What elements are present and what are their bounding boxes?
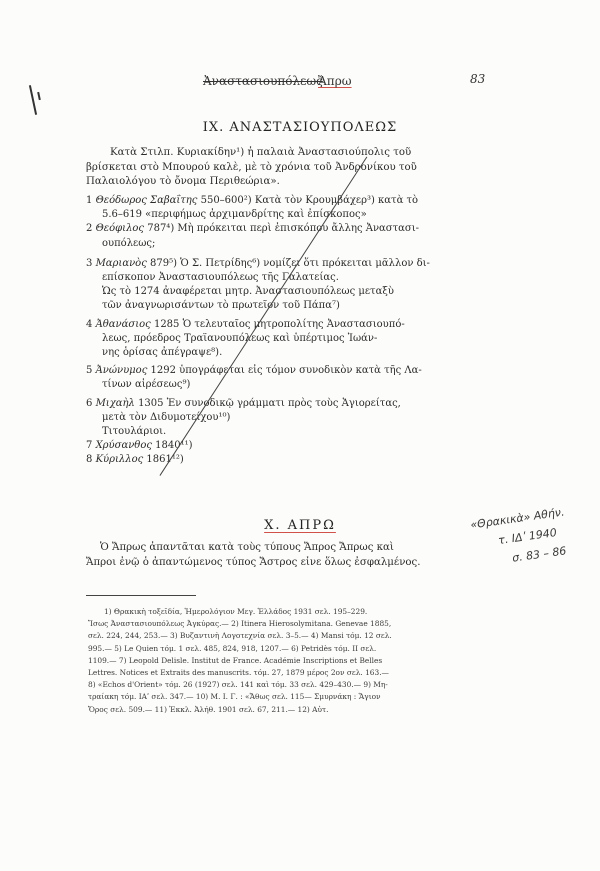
bishop-name: Θεόδωρος Σαβαΐτης (95, 195, 198, 206)
section-ix-title: IX. ΑΝΑΣΤΑΣΙΟΥΠΟΛΕΩΣ (202, 120, 398, 135)
list-item: 1 Θεόδωρος Σαβαΐτης 550–600²) Κατὰ τὸν Κρουμβάχερ³) κατὰ τὸ 5.6–619 «περιφήμως ἀρχιμανδρίτης καὶ ἐπίσκοπος» (86, 195, 419, 221)
section-x-body (86, 541, 486, 570)
intro-line: βρίσκεται στὸ Μπουρού καλὲ, μὲ τὸ χρόνια τοῦ Ἀνδρονίκου τοῦ (86, 161, 417, 173)
bishop-name: Χρύσανθος (95, 440, 152, 452)
handwritten-note-line: «Θρακικὰ» Αθήν. (469, 505, 566, 532)
bishop-name: Ἀθανάσιος (95, 318, 151, 330)
page-header (0, 74, 600, 94)
footnote-line: 995.— 5) Le Quien τόμ. 1 σελ. 485, 824, 918, 1207.— 6) Petridès τόμ. II σελ. (88, 643, 377, 653)
handwritten-note-line: σ. 83 – 86 (511, 544, 568, 565)
intro-line: Παλαιολόγου τὸ ὄνομα Περιθεώρια». (86, 176, 280, 187)
section-x-title: X. ΑΠΡΩ (264, 518, 336, 533)
bishop-name: Μαριανὸς (95, 257, 147, 269)
footnote-line: σελ. 224, 244, 253.— 3) Βυζαντινὴ Λογοτεχνία σελ. 3–5.— 4) Mansi τόμ. 12 σελ. (88, 631, 392, 641)
bishop-name: Κύριλλος (95, 454, 144, 466)
page-number: 83 (470, 72, 486, 86)
list-item: 8 Κύριλλος 1861¹²) (86, 454, 184, 466)
list-item: 7 Χρύσανθος 1840¹¹) (86, 440, 193, 452)
bishops-list (86, 194, 486, 468)
footnote-line: 1109.— 7) Leopold Delisle. Institut de France. Académie Inscriptions et Belles (88, 655, 383, 665)
bishop-name: Θεόφιλος (95, 223, 145, 235)
body-line: Ἄπροι ἐνῷ ὁ ἀπαντώμενος τύπος Ἄστρος εἶνε ὅλως ἐσφαλμένος. (86, 556, 421, 568)
section-ix-intro (86, 146, 486, 190)
footnote-line: 1) Θρακικὴ τοξεῖδία, Ἡμερολόγιον Μεγ. Ἑλλάδος 1931 σελ. 195–229. (104, 607, 368, 616)
footnote-line: τραίακη τόμ. ΙΑʹ σελ. 347.— 10) Μ. Ι. Γ. : «Ἄθως σελ. 115— Σμυρνάκη : Ἅγιον (88, 692, 381, 702)
running-title: Ἄπρω (318, 74, 352, 88)
footnote-line: Ἴσως Ἀναστασιουπόλεως Ἀγκύρας.— 2) Itinera Hierosolymitana. Genevae 1885, (88, 619, 392, 629)
footnote-divider (86, 595, 196, 596)
footnotes (88, 606, 488, 716)
list-item: 6 Μιχαὴλ 1305 Ἐν συνοδικῷ γράμματι πρὸς τοὺς Ἁγιορείτας, μετὰ τὸν Διδυμοτείχου¹⁰) Τιτουλάριοι. (86, 397, 401, 438)
list-item: 3 Μαριανὸς 879⁵) Ὁ Σ. Πετρίδης⁶) νομίζει ὅτι πρόκειται μᾶλλον δι- επίσκοπον Ἀναστασιουπόλεως τῆς Γαλατείας. Ὡς τὸ 1274 ἀναφέρεται μητρ. Ἀναστασιουπόλεως μεταξὺ τῶν ἀναγνωρισάντων τὸ πρωτεῖον τοῦ Πάπα⁷) (86, 257, 430, 312)
intro-line: Κατὰ Στιλπ. Κυριακίδην¹) ἡ παλαιὰ Ἀναστασιούπολις τοῦ (110, 147, 412, 158)
struck-header-text: Ἀναστασιουπόλεως (203, 74, 323, 88)
list-item: 5 Ἀνώνυμος 1292 ὑπογράφεται εἰς τόμον συνοδικὸν κατὰ τῆς Λα- τίνων αἱρέσεως⁹) (86, 365, 422, 391)
handwritten-note-line: τ. ΙΔʹ 1940 (497, 525, 558, 548)
footnote-line: 8) «Echos d'Orient» τόμ. 26 (1927) σελ. 141 καὶ τόμ. 33 σελ. 429–430.— 9) Μη- (88, 680, 388, 690)
body-line: Ὁ Ἄπρως ἀπαντᾶται κατὰ τοὺς τύπους Ἄπρος Ἄπρως καὶ (100, 542, 394, 553)
bishop-name: Ἀνώνυμος (95, 365, 148, 377)
list-item: 2 Θεόφιλος 787⁴) Μὴ πρόκειται περὶ ἐπισκόπου ἄλλης Ἀναστασι- ουπόλεως; (86, 223, 420, 249)
footnote-line: Ὄρος σελ. 509.— 11) Ἐκκλ. Ἀλήθ. 1901 σελ. 67, 211.— 12) Αὐτ. (88, 704, 329, 714)
footnote-line: Lettres. Notices et Extraits des manuscrits. τόμ. 27, 1879 μέρος 2ον σελ. 163.— (88, 668, 389, 678)
list-item: 4 Ἀθανάσιος 1285 Ὁ τελευταῖος μητροπολίτης Ἀναστασιουπό- λεως, πρόεδρος Τραϊανουπόλεως καὶ ὑπέρτιμος Ἰωάν- νης ὁρίσας ἀπέγραψε⁸). (86, 318, 405, 359)
bishop-name: Μιχαὴλ (95, 397, 135, 409)
